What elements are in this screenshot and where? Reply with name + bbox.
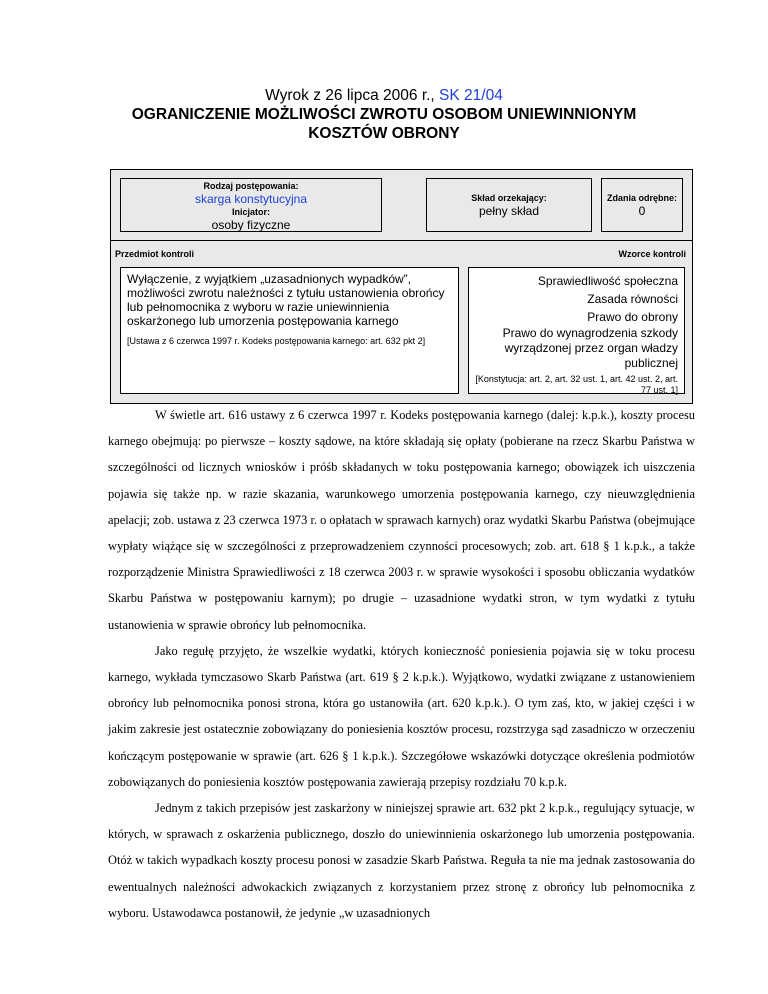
initiator-label: Inicjator: — [231, 207, 270, 217]
subject-label: Przedmiot kontroli — [115, 249, 195, 259]
dissent-value: 0 — [638, 204, 646, 218]
pattern-item: Prawo do obrony — [587, 310, 678, 324]
summary-labels-row — [111, 240, 692, 263]
summary-content-row — [111, 263, 692, 403]
panel-cell — [426, 178, 592, 232]
judgment-date-line — [0, 86, 768, 105]
summary-top-row — [111, 170, 692, 240]
judgment-title-line-2: KOSZTÓW OBRONY — [308, 125, 460, 142]
pattern-item: Prawo do wynagrodzenia szkody wyrządzonej przez organ władzy publicznej — [502, 326, 678, 370]
body-paragraph-3: Jednym z takich przepisów jest zaskarżony w niniejszej sprawie art. 632 pkt 2 k.p.k., regulujący sytuacje, w których, w sprawach z oskarżenia publicznego, doszło do uniewinnienia oskarżonego lub umorzenia postępowania. Otóż w takich wypadkach koszty procesu ponosi w zasadzie Skarb Państwa. Reguła ta nie ma jednak zastosowania do ewentualnych należności adwokackich związanych z korzystaniem przez stronę z obrońcy lub pełnomocnika z wyboru. Ustawodawca postanowił, że jedynie „w uzasadnionych — [108, 801, 695, 920]
panel-label: Skład orzekający: — [471, 193, 547, 203]
dissent-cell — [601, 178, 683, 232]
proceeding-type-label: Rodzaj postępowania: — [203, 181, 299, 191]
patterns-panel — [468, 267, 685, 394]
body-paragraph-2: Jako regułę przyjęto, że wszelkie wydatki, których konieczność poniesienia pojawia się w toku procesu karnego, wykłada tymczasowo Skarb Państwa (art. 619 § 2 k.p.k.). Wyjątkowo, wydatki związane z ustanowieniem obrońcy lub pełnomocnika ponosi strona, która go ustanowiła (art. 620 k.p.k.). O tym zaś, kto, w jakiej części i w jakim zakresie jest ostatecznie zobowiązany do poniesienia kosztów procesu, rozstrzyga sąd zasadniczo w orzeczeniu kończącym postępowanie w sprawie (art. 626 § 1 k.p.k.). Szczegółowe wskazówki dotyczące określenia podmiotów zobowiązanych do poniesienia kosztów postępowania zawierają przepisy rozdziału 70 k.p.k. — [108, 643, 695, 789]
judgment-date: Wyrok z 26 lipca 2006 r., — [265, 87, 440, 104]
panel-value: pełny skład — [478, 204, 540, 218]
pattern-item: Zasada równości — [587, 292, 678, 306]
proceeding-cell — [120, 178, 382, 232]
initiator-value: osoby fizyczne — [211, 218, 291, 232]
patterns-label: Wzorce kontroli — [618, 249, 686, 259]
summary-box — [110, 169, 693, 404]
subject-text: Wyłączenie, z wyjątkiem „uzasadnionych wypadków”, możliwości zwrotu należności z tytułu ustanowienia obrońcy lub pełnomocnika z wyboru w razie uniewinnienia oskarżonego lub umorzenia postępowania karnego — [127, 272, 445, 328]
judgment-title-line-1: OGRANICZENIE MOŻLIWOŚCI ZWROTU OSOBOM UNIEWINNIONYM — [131, 106, 637, 123]
pattern-item: Sprawiedliwość społeczna — [537, 274, 678, 288]
subject-reference: [Ustawa z 6 czerwca 1997 r. Kodeks postępowania karnego: art. 632 pkt 2] — [127, 336, 426, 346]
body-paragraph-1: W świetle art. 616 ustawy z 6 czerwca 1997 r. Kodeks postępowania karnego (dalej: k.p.k.), koszty procesu karnego obejmują: po pierwsze – koszty sądowe, na które składają się opłaty (pobierane na rzecz Skarbu Państwa w szczególności od licznych wniosków i próśb składanych w toku postępowania karnego; obowiązek ich uiszczenia pojawia się także np. w razie skazania, warunkowego umorzenia postępowania karnego, czy nieuwzględnienia apelacji; zob. ustawa z 23 czerwca 1973 r. o opłatach w sprawach karnych) oraz wydatki Skarbu Państwa (obejmujące wypłaty wiążące się w szczególności z przeprowadzeniem czynności procesowych; zob. art. 618 § 1 k.p.k., a także rozporządzenie Ministra Sprawiedliwości z 18 czerwca 2003 r. w sprawie wysokości i sposobu obliczania wydatków Skarbu Państwa w postępowaniu karnym); po drugie – uzasadnione wydatki stron, w tym wydatki z tytułu ustanowienia w sprawie obrońcy lub pełnomocnika. — [108, 408, 695, 632]
subject-panel — [120, 267, 459, 394]
dissent-label: Zdania odrębne: — [606, 193, 677, 203]
patterns-reference: [Konstytucja: art. 2, art. 32 ust. 1, art. 42 ust. 2, art. 77 ust. 1] — [475, 374, 678, 395]
judgment-body — [108, 402, 695, 926]
document-header — [0, 86, 768, 143]
proceeding-type-value: skarga konstytucyjna — [194, 192, 308, 206]
case-number-link[interactable]: SK 21/04 — [439, 87, 503, 104]
